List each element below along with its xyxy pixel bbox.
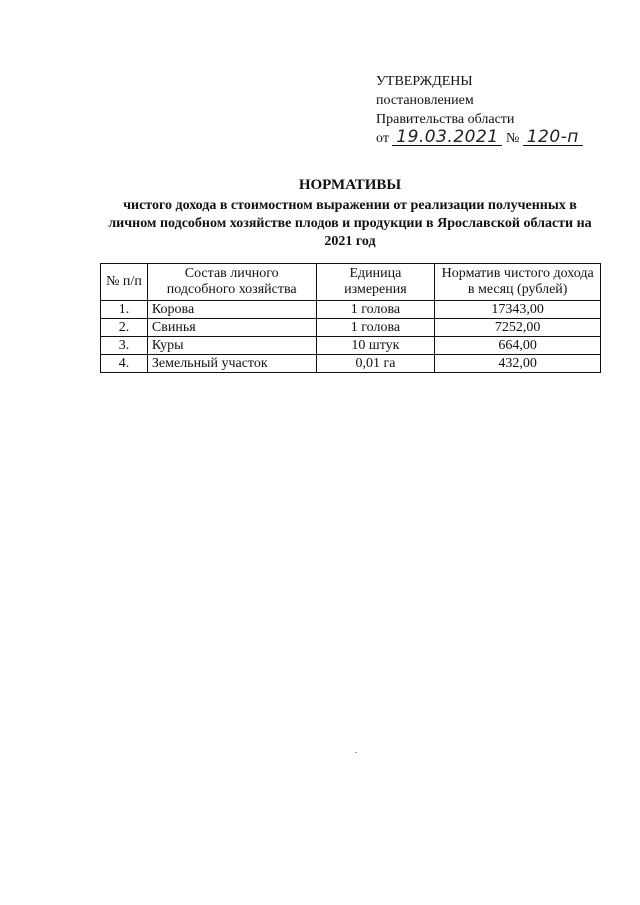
table-header-row	[101, 264, 601, 301]
norms-table	[100, 263, 601, 373]
approval-date-row	[376, 129, 583, 148]
cell-unit: 1 голова	[316, 319, 435, 337]
table-row	[101, 337, 601, 355]
approval-line-resolution: постановлением	[376, 93, 474, 108]
document-title: НОРМАТИВЫ	[298, 177, 402, 193]
approval-heading: УТВЕРЖДЕНЫ	[376, 74, 473, 89]
cell-unit: 10 штук	[316, 337, 435, 355]
cell-name: Куры	[147, 337, 316, 355]
cell-value: 432,00	[435, 355, 601, 373]
cell-num: 1.	[101, 301, 148, 319]
approval-line-government: Правительства области	[376, 112, 515, 127]
handwritten-number: 120-п	[523, 129, 583, 146]
handwritten-date: 19.03.2021	[392, 129, 502, 146]
cell-value: 664,00	[435, 337, 601, 355]
header-name: Состав личного подсобного хозяйства	[147, 264, 316, 301]
number-prefix: №	[505, 131, 520, 146]
cell-unit: 1 голова	[316, 301, 435, 319]
cell-num: 2.	[101, 319, 148, 337]
cell-name: Земельный участок	[147, 355, 316, 373]
scan-speck	[355, 752, 357, 753]
cell-num: 3.	[101, 337, 148, 355]
approval-stamp	[376, 72, 583, 148]
header-value: Норматив чистого дохода в месяц (рублей)	[435, 264, 601, 301]
table-row	[101, 319, 601, 337]
cell-value: 17343,00	[435, 301, 601, 319]
cell-num: 4.	[101, 355, 148, 373]
cell-unit: 0,01 га	[316, 355, 435, 373]
date-prefix: от	[376, 131, 389, 146]
cell-name: Свинья	[147, 319, 316, 337]
cell-value: 7252,00	[435, 319, 601, 337]
document-subtitle: чистого дохода в стоимостном выражении от реализации полученных в личном подсобном хозяйстве плодов и продукции в Ярославской области на 2021 год	[108, 198, 592, 249]
header-num: № п/п	[101, 264, 148, 301]
header-unit: Единица измерения	[316, 264, 435, 301]
table-row	[101, 355, 601, 373]
cell-name: Корова	[147, 301, 316, 319]
table-row	[101, 301, 601, 319]
